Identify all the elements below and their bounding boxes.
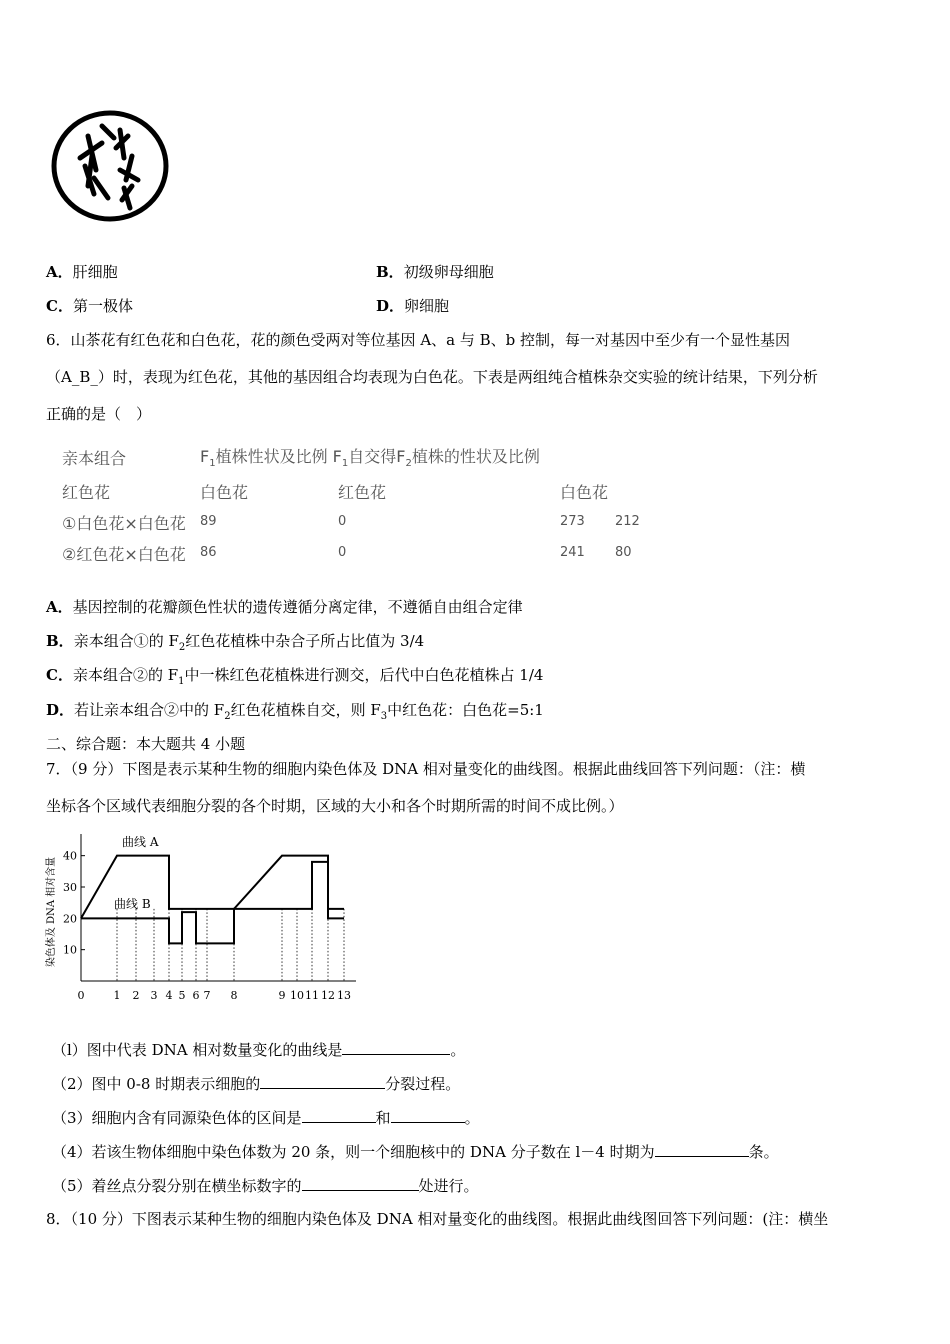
answer-blank[interactable]: [302, 1107, 376, 1123]
answer-blank[interactable]: [391, 1107, 465, 1123]
answer-blank[interactable]: [260, 1073, 385, 1089]
table-cell: 273: [560, 514, 585, 529]
x-tick-label: 4: [165, 989, 173, 1002]
x-tick-label: 8: [230, 989, 238, 1002]
q5-option-d[interactable]: D．卵细胞: [376, 297, 450, 315]
table-cell: 86: [200, 545, 217, 560]
table-cell-combo: ①白色花×白色花: [62, 514, 186, 533]
answer-blank[interactable]: [342, 1039, 450, 1055]
table-subheader: 红色花: [62, 483, 111, 502]
section-heading: 二、综合题：本大题共 4 小题: [46, 735, 246, 753]
x-tick-label: 10: [290, 989, 304, 1002]
x-tick-label: 9: [278, 989, 286, 1002]
table-cell: 241: [560, 545, 585, 560]
x-tick-label: 3: [150, 989, 158, 1002]
x-tick-label: 13: [337, 989, 351, 1002]
q6-option-c[interactable]: C．亲本组合②的 $F_1$中一株红色花植株进行测交，后代中白色花植株占 1/4: [46, 666, 544, 687]
x-tick-label: 6: [192, 989, 200, 1002]
y-axis-label: 染色体及 DNA 相对含量: [46, 856, 57, 968]
q6-option-d[interactable]: D．若让亲本组合②中的 $F_2$红色花植株自交，则 $F_3$中红色花：白色花=5:1: [46, 701, 544, 722]
q5-option-c[interactable]: C．第一极体: [46, 297, 133, 315]
x-tick-label: 5: [178, 989, 186, 1002]
q6-stem-line1: 6．山茶花有红色花和白色花，花的颜色受两对等位基因 A、a 与 B、b 控制，每一对基因中至少有一个显性基因: [46, 331, 791, 349]
answer-blank[interactable]: [302, 1175, 419, 1191]
table-cell: 89: [200, 514, 217, 529]
q7-question-5: （5）着丝点分裂分别在横坐标数字的 处进行。: [52, 1177, 479, 1195]
q7-question-2: （2）图中 0-8 时期表示细胞的 分裂过程。: [52, 1075, 461, 1093]
q7-question-4: （4）若该生物体细胞中染色体数为 20 条，则一个细胞核中的 DNA 分子数在 l－4 时期为 条。: [52, 1143, 779, 1161]
q7-question-1: （l）图中代表 DNA 相对数量变化的曲线是 。: [52, 1041, 466, 1059]
q6-option-b[interactable]: B．亲本组合①的 $F_2$红色花植株中杂合子所占比值为 3/4: [46, 632, 425, 653]
q7-question-3: （3）细胞内含有同源染色体的区间是 和 。: [52, 1109, 480, 1127]
cell-chromosome-diagram: [50, 108, 170, 223]
q6-option-a[interactable]: A．基因控制的花瓣颜色性状的遗传遵循分离定律，不遵循自由组合定律: [46, 598, 523, 616]
table-cell: 0: [338, 545, 347, 560]
q7-stem-line1: 7．（9 分）下图是表示某种生物的细胞内染色体及 DNA 相对量变化的曲线图。根据此曲线回答下列问题：（注：横: [46, 760, 806, 778]
q6-stem-line3: 正确的是（ ）: [46, 405, 152, 423]
q8-stem-line1: 8．（10 分）下图表示某种生物的细胞内染色体及 DNA 相对量变化的曲线图。根据此曲线图回答下列问题：(注：横坐: [46, 1210, 829, 1228]
x-tick-label: 0: [77, 989, 85, 1002]
table-subheader: 白色花: [200, 483, 249, 502]
table-header-f1-f2: $F_1$植株性状及比例 $F_1$自交得$F_2$植株的性状及比例: [200, 447, 540, 470]
q7-stem-line2: 坐标各个区域代表细胞分裂的各个时期，区域的大小和各个时期所需的时间不成比例。）: [46, 797, 624, 815]
table-cell-combo: ②红色花×白色花: [62, 545, 186, 564]
y-tick-label: 30: [63, 881, 77, 894]
q5-option-a[interactable]: A．肝细胞: [46, 263, 118, 281]
table-cell: 80: [615, 545, 632, 560]
table-subheader: 红色花: [338, 483, 387, 502]
x-tick-label: 7: [203, 989, 211, 1002]
x-tick-label: 1: [113, 989, 121, 1002]
y-tick-label: 40: [63, 849, 77, 863]
series-label-a: 曲线 A: [122, 835, 159, 849]
series-label-b: 曲线 B: [114, 897, 151, 911]
table-subheader: 白色花: [560, 483, 609, 502]
x-tick-label: 11: [305, 989, 319, 1002]
y-tick-label: 20: [63, 912, 77, 926]
y-tick-label: 10: [63, 943, 77, 957]
q5-option-b[interactable]: B．初级卵母细胞: [376, 263, 494, 281]
table-cell: 0: [338, 514, 347, 529]
x-tick-label: 12: [321, 989, 335, 1002]
x-tick-label: 2: [132, 989, 140, 1002]
answer-blank[interactable]: [655, 1141, 749, 1157]
table-header-parent: 亲本组合: [62, 449, 127, 468]
table-cell: 212: [615, 514, 640, 529]
q7-line-chart: [44, 830, 364, 1005]
q6-stem-line2: （A_B_）时，表现为红色花，其他的基因组合均表现为白色花。下表是两组纯合植株杂交实验的统计结果，下列分析: [46, 368, 818, 386]
